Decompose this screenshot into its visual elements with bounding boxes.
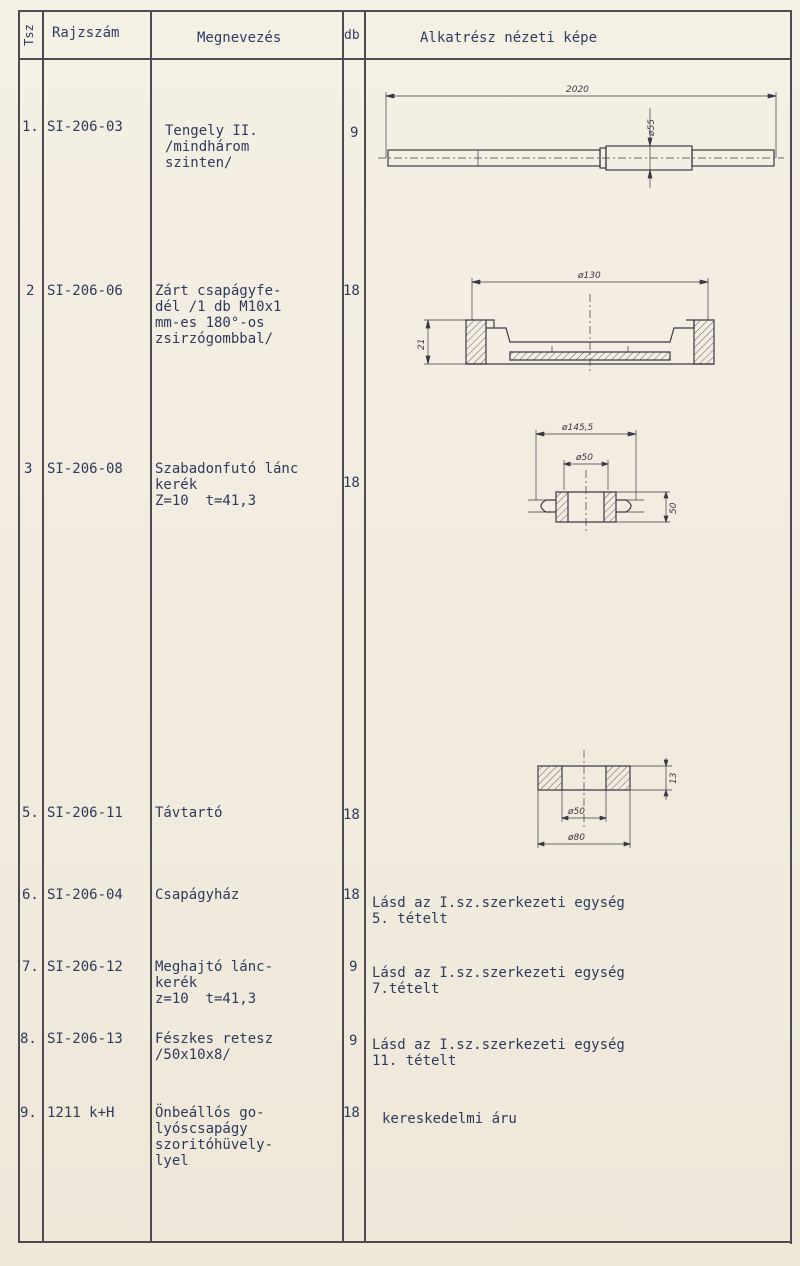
row-2-qty: 18: [343, 283, 360, 299]
row-9-no: 9.: [20, 1105, 37, 1121]
row-2-name-line4: zsirzógombbal/: [155, 331, 274, 347]
row-7-name-line3: z=10 t=41,3: [155, 991, 257, 1007]
row-3-name-line3: Z=10 t=41,3: [155, 493, 257, 509]
sprocket-drawing: [520, 420, 710, 540]
spacer-inner-label: ø50: [568, 807, 585, 817]
spacer-height-label: 13: [669, 772, 679, 784]
shaft-diameter-label: ø55: [647, 119, 657, 136]
row-6-view-line2: 5. tételt: [372, 911, 448, 927]
row-6-name-line1: Csapágyház: [155, 887, 240, 903]
header-col-qty: db: [344, 28, 360, 43]
row-9-qty: 18: [343, 1105, 360, 1121]
sprocket-outer-label: ø145,5: [562, 423, 594, 433]
row-9-view-line1: kereskedelmi áru: [382, 1111, 517, 1127]
row-9-drawing: 1211 k+H: [47, 1105, 115, 1121]
table-border-left: [18, 10, 20, 1242]
spacer-drawing: [520, 746, 690, 856]
table-border-top: [18, 10, 791, 12]
row-7-view-line1: Lásd az I.sz.szerkezeti egység: [372, 965, 625, 981]
row-5-qty: 18: [343, 807, 360, 823]
sprocket-width-label: 50: [669, 502, 679, 514]
row-7-view-line2: 7.tételt: [372, 981, 440, 997]
row-8-view-line1: Lásd az I.sz.szerkezeti egység: [372, 1037, 625, 1053]
row-1-name-line2: /mindhárom: [165, 139, 250, 155]
row-7-name-line1: Meghajtó lánc-: [155, 959, 274, 975]
row-6-drawing: SI-206-04: [47, 887, 123, 903]
header-col-name: Megnevezés: [197, 30, 282, 46]
table-border-bottom: [18, 1241, 791, 1243]
row-2-no: 2: [26, 283, 35, 299]
row-8-name-line1: Fészkes retesz: [155, 1031, 274, 1047]
row-6-no: 6.: [22, 887, 39, 903]
row-2-name-line2: dél /1 db M10x1: [155, 299, 282, 315]
row-2-name-line3: mm-es 180°-os: [155, 315, 265, 331]
cover-diameter-label: ø130: [578, 271, 601, 281]
bearing-cover-drawing: [410, 264, 730, 384]
header-separator: [18, 58, 791, 60]
row-7-qty: 9: [349, 959, 358, 975]
row-2-drawing: SI-206-06: [47, 283, 123, 299]
header-col-view: Alkatrész nézeti képe: [420, 30, 598, 46]
row-9-name-line3: szoritóhüvely-: [155, 1137, 274, 1153]
row-2-name-line1: Zárt csapágyfe-: [155, 283, 282, 299]
row-3-no: 3: [24, 461, 33, 477]
row-3-name-line2: kerék: [155, 477, 198, 493]
row-1-name-line3: szinten/: [165, 155, 233, 171]
column-divider-name: [150, 10, 152, 1242]
spacer-outer-label: ø80: [568, 833, 585, 843]
row-1-qty: 9: [350, 125, 359, 141]
column-divider-view: [364, 10, 366, 1242]
shaft-length-label: 2020: [566, 85, 589, 95]
header-col-no: Tsz: [22, 24, 36, 46]
table-border-right: [790, 10, 792, 1244]
cover-height-label: 21: [417, 338, 427, 350]
row-5-name-line1: Távtartó: [155, 805, 223, 821]
row-3-qty: 18: [343, 475, 360, 491]
row-8-qty: 9: [349, 1033, 358, 1049]
row-1-no: 1.: [22, 119, 39, 135]
row-8-name-line2: /50x10x8/: [155, 1047, 231, 1063]
row-5-no: 5.: [22, 805, 39, 821]
row-9-name-line4: lyel: [155, 1153, 189, 1169]
row-8-drawing: SI-206-13: [47, 1031, 123, 1047]
column-divider-drawing: [42, 10, 44, 1242]
header-col-drawing: Rajzszám: [52, 25, 120, 41]
row-8-no: 8.: [20, 1031, 37, 1047]
row-3-name-line1: Szabadonfutó lánc: [155, 461, 299, 477]
row-6-view-line1: Lásd az I.sz.szerkezeti egység: [372, 895, 625, 911]
shaft-drawing: [370, 80, 790, 190]
row-5-drawing: SI-206-11: [47, 805, 123, 821]
sprocket-bore-label: ø50: [576, 453, 593, 463]
row-1-drawing: SI-206-03: [47, 119, 123, 135]
row-9-name-line2: lyóscsapágy: [155, 1121, 248, 1137]
column-divider-qty: [342, 10, 344, 1242]
row-7-no: 7.: [22, 959, 39, 975]
row-3-drawing: SI-206-08: [47, 461, 123, 477]
row-1-name-line1: Tengely II.: [165, 123, 258, 139]
row-7-name-line2: kerék: [155, 975, 198, 991]
row-8-view-line2: 11. tételt: [372, 1053, 457, 1069]
row-7-drawing: SI-206-12: [47, 959, 123, 975]
row-6-qty: 18: [343, 887, 360, 903]
row-9-name-line1: Önbeállós go-: [155, 1105, 265, 1121]
